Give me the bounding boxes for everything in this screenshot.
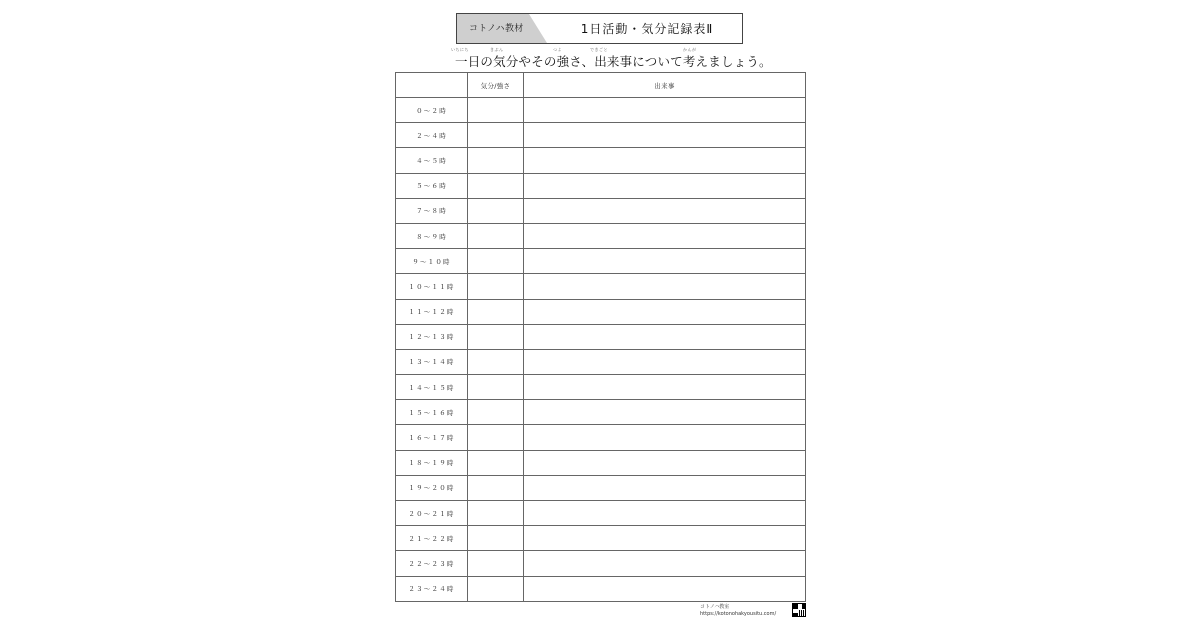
mood-cell[interactable] (468, 123, 524, 148)
time-slot-cell: １２～１３時 (396, 324, 468, 349)
header-mood-intensity: 気分/強さ (468, 73, 524, 98)
ruby-ichinichi: いちにち (451, 47, 469, 52)
footer-credit (700, 604, 776, 618)
time-slot-cell: ４～５時 (396, 148, 468, 173)
header-events: 出来事 (524, 73, 806, 98)
mood-cell[interactable] (468, 475, 524, 500)
mood-cell[interactable] (468, 551, 524, 576)
header-time (396, 73, 468, 98)
event-cell[interactable] (524, 123, 806, 148)
mood-record-table (395, 72, 806, 602)
table-header-row (396, 73, 806, 98)
table-row (396, 299, 806, 324)
mood-cell[interactable] (468, 501, 524, 526)
event-cell[interactable] (524, 249, 806, 274)
mood-cell[interactable] (468, 324, 524, 349)
table-body (396, 98, 806, 602)
page-title: 1日活動・気分記録表Ⅱ (580, 22, 714, 36)
table-row (396, 551, 806, 576)
mood-cell[interactable] (468, 274, 524, 299)
time-slot-cell: １３～１４時 (396, 349, 468, 374)
event-cell[interactable] (524, 274, 806, 299)
table-row (396, 198, 806, 223)
qr-code-icon (792, 603, 806, 617)
time-slot-cell: ９～１０時 (396, 249, 468, 274)
event-cell[interactable] (524, 198, 806, 223)
mood-cell[interactable] (468, 223, 524, 248)
ruby-kibun: きぶん (490, 47, 504, 52)
table-row (396, 475, 806, 500)
table-row (396, 98, 806, 123)
ruby-dekigoto: できごと (590, 47, 608, 52)
table-row (396, 450, 806, 475)
table-row (396, 400, 806, 425)
footer-name: コトノハ教室 (700, 604, 730, 610)
footer-url: https://kotonohakyousitu.com/ (700, 611, 777, 617)
time-slot-cell: １０～１１時 (396, 274, 468, 299)
time-slot-cell: ０～２時 (396, 98, 468, 123)
event-cell[interactable] (524, 475, 806, 500)
table-row (396, 223, 806, 248)
event-cell[interactable] (524, 223, 806, 248)
event-cell[interactable] (524, 173, 806, 198)
event-cell[interactable] (524, 526, 806, 551)
time-slot-cell: ２３～２４時 (396, 576, 468, 601)
mood-cell[interactable] (468, 98, 524, 123)
time-slot-cell: ２２～２３時 (396, 551, 468, 576)
event-cell[interactable] (524, 425, 806, 450)
event-cell[interactable] (524, 98, 806, 123)
table-row (396, 501, 806, 526)
table-row (396, 148, 806, 173)
mood-cell[interactable] (468, 375, 524, 400)
ruby-kanga: かんが (683, 47, 697, 52)
instruction-text: 一日の気分やその強さ、出来事について考えましょう。 (455, 54, 772, 69)
event-cell[interactable] (524, 400, 806, 425)
table-row (396, 324, 806, 349)
time-slot-cell: ２０～２１時 (396, 501, 468, 526)
table-row (396, 375, 806, 400)
mood-cell[interactable] (468, 349, 524, 374)
mood-cell[interactable] (468, 400, 524, 425)
table-row (396, 249, 806, 274)
ruby-tsuyo: つよ (553, 47, 562, 52)
event-cell[interactable] (524, 551, 806, 576)
table-row (396, 425, 806, 450)
time-slot-cell: １１～１２時 (396, 299, 468, 324)
mood-cell[interactable] (468, 299, 524, 324)
mood-cell[interactable] (468, 450, 524, 475)
table-row (396, 576, 806, 601)
table-row (396, 349, 806, 374)
time-slot-cell: １４～１５時 (396, 375, 468, 400)
time-slot-cell: １６～１７時 (396, 425, 468, 450)
time-slot-cell: ８～９時 (396, 223, 468, 248)
mood-cell[interactable] (468, 526, 524, 551)
table-row (396, 123, 806, 148)
event-cell[interactable] (524, 450, 806, 475)
table-row (396, 274, 806, 299)
mood-cell[interactable] (468, 576, 524, 601)
time-slot-cell: １５～１６時 (396, 400, 468, 425)
title-box (456, 13, 743, 44)
mood-cell[interactable] (468, 173, 524, 198)
time-slot-cell: ２１～２２時 (396, 526, 468, 551)
time-slot-cell: １８～１９時 (396, 450, 468, 475)
event-cell[interactable] (524, 299, 806, 324)
event-cell[interactable] (524, 349, 806, 374)
event-cell[interactable] (524, 576, 806, 601)
table-row (396, 173, 806, 198)
event-cell[interactable] (524, 148, 806, 173)
mood-cell[interactable] (468, 198, 524, 223)
mood-cell[interactable] (468, 425, 524, 450)
publisher-tag-label: コトノハ教材 (469, 24, 524, 34)
event-cell[interactable] (524, 375, 806, 400)
mood-cell[interactable] (468, 148, 524, 173)
time-slot-cell: １９～２０時 (396, 475, 468, 500)
event-cell[interactable] (524, 501, 806, 526)
table-row (396, 526, 806, 551)
time-slot-cell: ５～６時 (396, 173, 468, 198)
time-slot-cell: ７～８時 (396, 198, 468, 223)
time-slot-cell: ２～４時 (396, 123, 468, 148)
event-cell[interactable] (524, 324, 806, 349)
mood-cell[interactable] (468, 249, 524, 274)
